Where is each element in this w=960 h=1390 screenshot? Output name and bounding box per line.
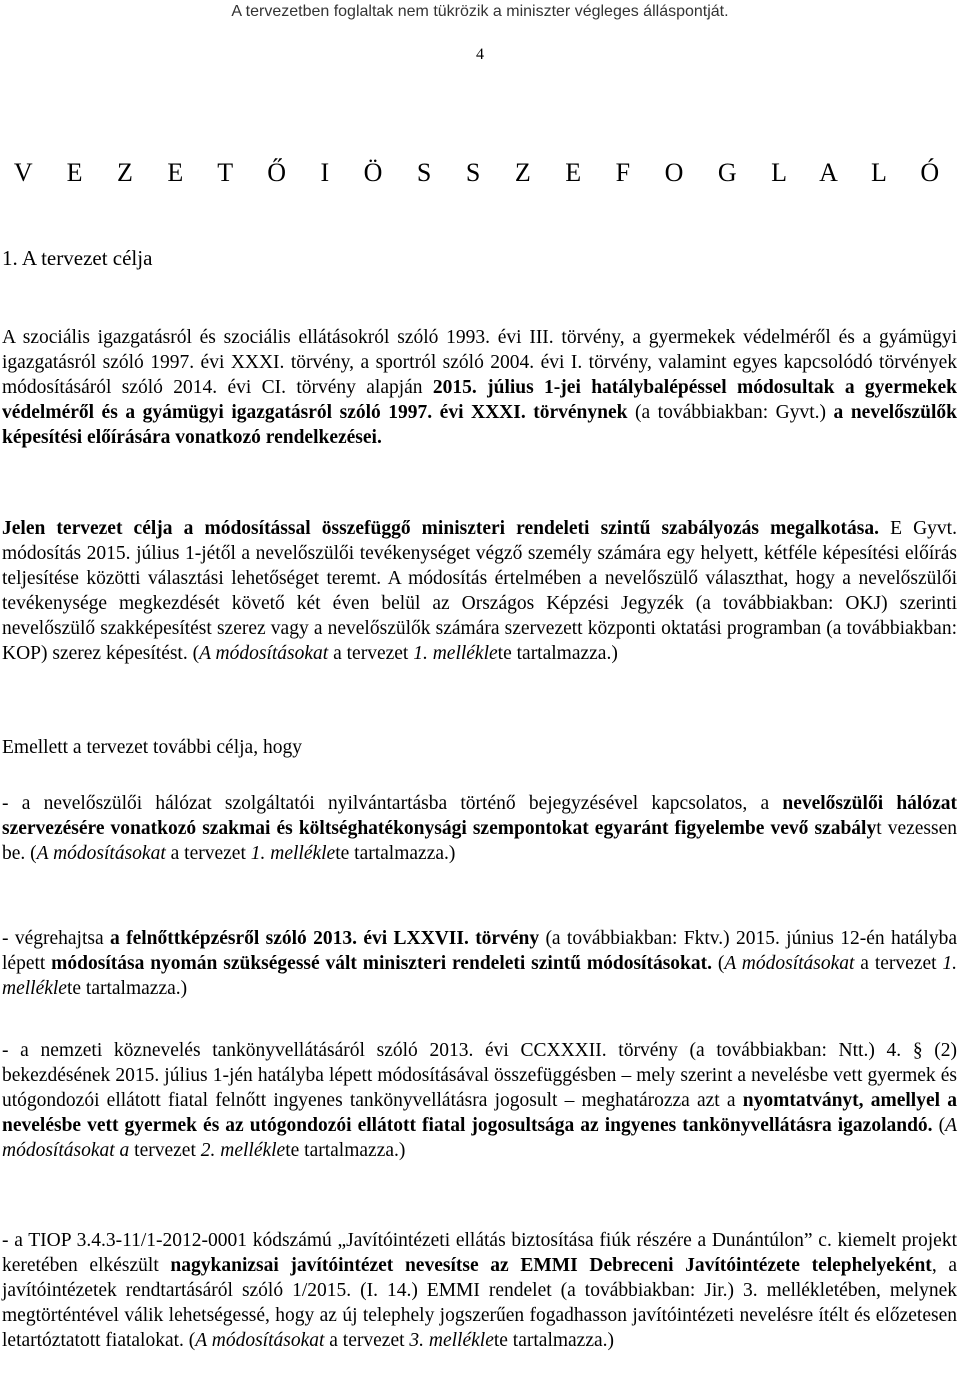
paragraph-4 [2,791,957,866]
text-run: ( [712,953,725,974]
italic-text-run: 3. mellékle [409,1330,494,1351]
italic-text-run: A módosításokat [724,953,855,974]
italic-text-run: A módosításokat [195,1330,325,1351]
text-run: - a TIOP 3.4.3-11/1-2012-0001 kódszámú „Javítóintézeti ellátás biztosítása fiúk részére a Dunántúlon” c. kiemelt projekt keretében elkészült [2,1230,957,1276]
text-run: (a továbbiakban: Gyvt.) [627,402,834,423]
bold-text-run: 2015. július 1-jei hatálybalépéssel módosultak a gyermekek védelméről és a gyámügyi igazgatásról szóló 1997. évi XXXI. törvénynek [2,377,957,423]
text-run: a tervezet [324,1330,410,1351]
text-run: te tartalmazza.) [497,643,618,664]
bold-text-run: nagykanizsai javítóintézet nevesítse az EMMI Debreceni Javítóintézete telephelyeként [170,1255,932,1276]
text-run: - a nemzeti köznevelés tankönyvellátásáról szóló 2013. évi CCXXXII. törvény (a továbbiakban: Ntt.) 4. § (2) bekezdésének 2015. július 1-jén hatályba lépett módosításával összefüggésben – mely szerint a nevelésbe vett gyermek és utógondozói ellátott fiatal felnőtt ingyenes tankönyvellátásra jogosult – meghatározza azt a [2,1040,957,1111]
text-run: - végrehajtsa [2,928,110,949]
paragraph-6 [2,1038,957,1163]
bold-text-run: a nevelőszülők képesítési előírására vonatkozó rendelkezései. [2,402,957,448]
text-run: t vezessen be. ( [2,818,958,864]
text-run: ( [932,1115,946,1136]
text-run: a tervezet [328,643,414,664]
italic-text-run: A módosításokat [36,843,166,864]
text-run: E Gyvt. módosítás 2015. július 1-jétől a nevelőszülői tevékenységet végző személy számára egy helyett, kétféle képesítési előírás teljesítése közötti választási lehetőséget teremt. A módosítás értelmében a nevelőszülő választhat, hogy a nevelőszülői tevékenysége megkezdését követő két éven belül az Országos Képzési Jegyzék (a továbbiakban: OKJ) szerinti nevelőszülő szakképesítést szerez vagy a nevelőszülők számára szervezett központi oktatási programban (a továbbiakban: KOP) szerez képesítést. ( [2,518,957,664]
text-run: (a továbbiakban: Fktv.) 2015. június 12-én hatályba lépett [2,928,957,974]
section-heading: 1. A tervezet célja [2,246,153,270]
text-run: te tartalmazza.) [66,978,188,999]
italic-text-run: A módosításokat a [2,1115,957,1161]
bold-text-run: nevelőszülői hálózat szervezésére vonatkozó szakmai és költséghatékonysági szempontokat egyaránt figyelembe vevő szabály [2,793,957,839]
bold-text-run: nyomtatványt, amellyel a nevelésbe vett gyermek és az utógondozói ellátott fiatal jogosultsága az ingyenes tankönyvellátásra igazolandó. [2,1090,957,1136]
text-run: , a javítóintézetek rendtartásáról szóló 1/2015. (I. 14.) EMMI rendelet (a továbbiakban: Jir.) 3. mellékletében, melynek megtörténtével válik lehetségessé, hogy az új telephely jogszerűen fogadhasson javítóintézeti nevelésre ítélt és előzetesen letartóztatott fiatalokat. ( [2,1255,957,1351]
italic-text-run: 1. mellékle [250,843,336,864]
draft-disclaimer: A tervezetben foglaltak nem tükrözik a miniszter végleges álláspontját. [231,3,729,20]
italic-text-run: 1. mellékle [413,643,498,664]
text-run: - a nevelőszülői hálózat szolgáltatói nyilvántartásba történő bejegyzésével kapcsolatos, a [2,793,783,814]
text-run: A szociális igazgatásról és szociális ellátásokról szóló 1993. évi III. törvény, a gyermekek védelméről és a gyámügyi igazgatásról szóló 1997. évi XXXI. törvény, a sportról szóló 2004. évi I. törvény, valamint egyes kapcsolódó törvények módosításáról szóló 2014. évi CI. törvény alapján [2,327,957,398]
text-run: te tartalmazza.) [493,1330,615,1351]
text-run: a tervezet [854,953,943,974]
text-run: te tartalmazza.) [335,843,456,864]
page-number: 4 [476,46,484,63]
italic-text-run: 2. mellékle [200,1140,286,1161]
italic-text-run: A módosításokat [199,643,329,664]
paragraph-7 [2,1228,957,1353]
paragraph-5 [2,926,957,1001]
bold-text-run: Jelen tervezet célja a módosítással összefüggő miniszteri rendeleti szintű szabályozás megalkotása. [2,518,879,539]
document-title: V E Z E T Ő I Ö S S Z E F O G L A L Ó [13,158,947,187]
text-run: tervezet [129,1140,201,1161]
text-run: Emellett a tervezet további célja, hogy [2,737,302,758]
text-run: te tartalmazza.) [285,1140,406,1161]
paragraph-1 [2,325,957,450]
paragraph-2 [2,516,957,666]
bold-text-run: a felnőttképzésről szóló 2013. évi LXXVII. törvény [109,928,540,949]
paragraph-3 [2,735,957,760]
bold-text-run: módosítása nyomán szükségessé vált miniszteri rendeleti szintű módosításokat. [51,953,712,974]
text-run: a tervezet [165,843,251,864]
italic-text-run: 1. mellékle [2,953,957,999]
